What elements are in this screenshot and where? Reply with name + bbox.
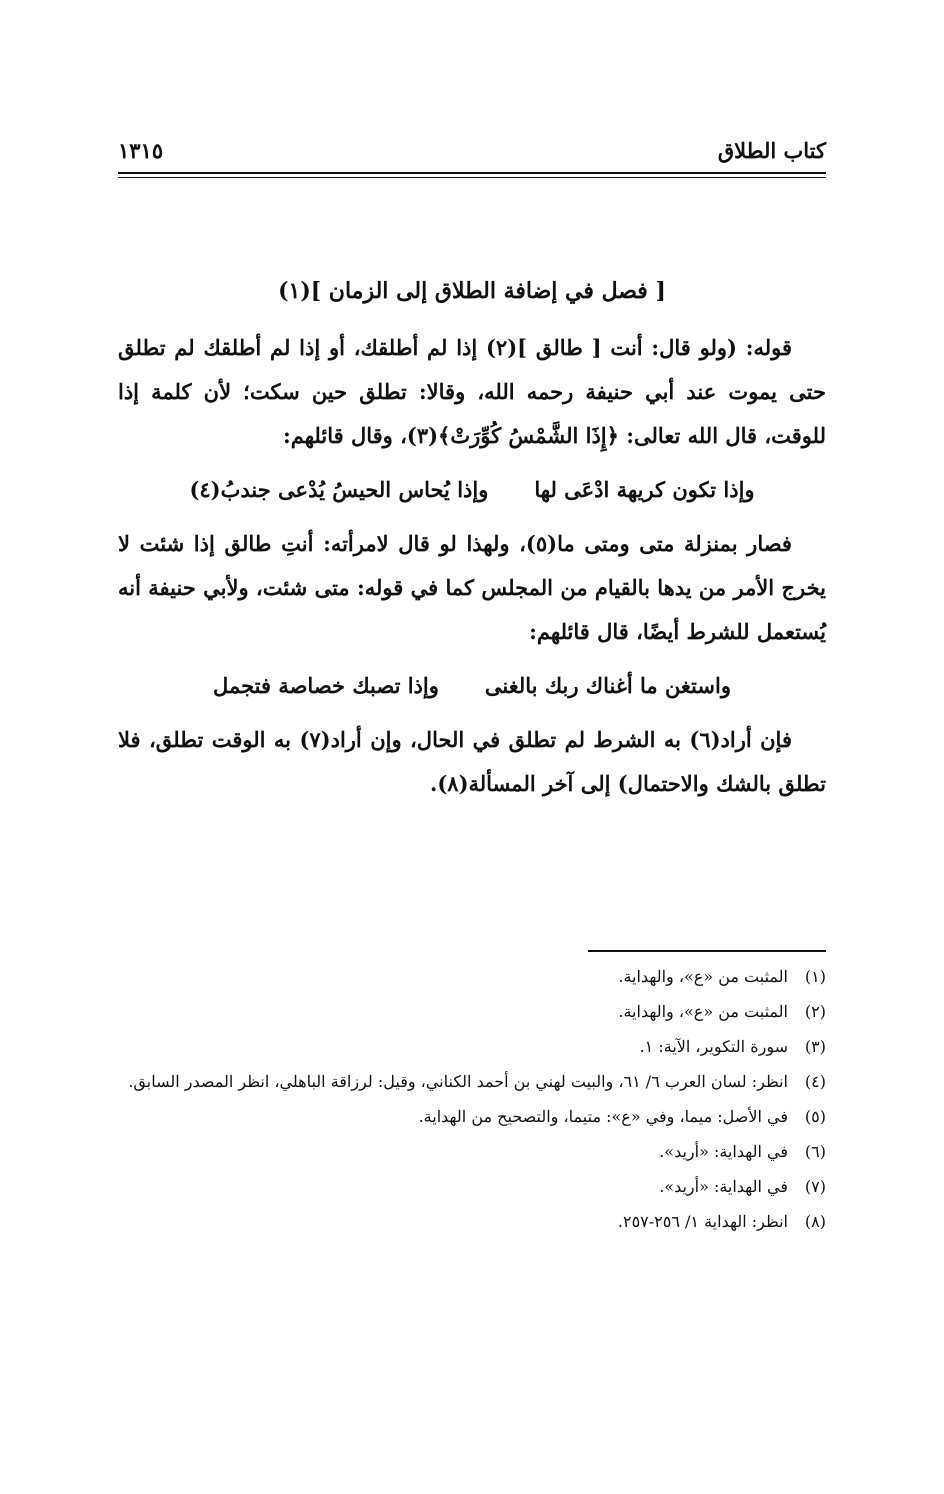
- footnote-number: (٥): [804, 1107, 826, 1126]
- paragraph: فصار بمنزلة متى ومتى ما(٥)، ولهذا لو قال لامرأته: أنتِ طالق إذا شئت لا يخرج الأمر من يدها بالقيام من المجلس كما في قوله: متى شئت، ولأبي حنيفة أنه يُستعمل للشرط أيضًا، قال قائلهم:: [118, 531, 826, 644]
- footnotes: [118, 962, 826, 1242]
- verse-second-hemistich: وإذا تصبك خصاصة فتجمل: [213, 673, 439, 698]
- verse-first-hemistich: واستغن ما أغناك ربك بالغنى: [484, 673, 731, 698]
- footnote: [118, 1172, 826, 1202]
- footnote-text: انظر: الهداية ١/ ٢٥٦-٢٥٧.: [617, 1212, 788, 1231]
- page-number: ١٣١٥: [118, 138, 164, 163]
- verse-second-hemistich: وإذا يُحاس الحيسُ يُدْعى جندبُ(٤): [189, 477, 489, 502]
- footnote: [118, 1207, 826, 1237]
- verse-first-hemistich: وإذا تكون كريهة ادْعَى لها: [534, 477, 755, 502]
- footnote: [118, 1102, 826, 1132]
- footnote-number: (١): [804, 967, 826, 986]
- footnote-number: (٣): [804, 1037, 826, 1056]
- section-heading: [ فصل في إضافة الطلاق إلى الزمان ](١): [278, 278, 666, 304]
- footnote-text: في الهداية: «أريد».: [659, 1142, 788, 1161]
- poetry-verse: [118, 664, 826, 708]
- footnote: [118, 1137, 826, 1167]
- footnote-number: (٨): [804, 1212, 826, 1231]
- poetry-verse: [118, 468, 826, 512]
- footnote-number: (٢): [804, 1002, 826, 1021]
- footnote: [118, 962, 826, 992]
- footnote-number: (٤): [804, 1072, 826, 1091]
- paragraph: فإن أراد(٦) به الشرط لم تطلق في الحال، وإن أراد(٧) به الوقت تطلق، فلا تطلق بالشك والاحتمال) إلى آخر المسألة(٨).: [118, 727, 826, 796]
- page-header: [118, 138, 826, 172]
- footnote-text: انظر: لسان العرب ٦/ ٦١، والبيت لهني بن أحمد الكناني، وقيل: لرزاقة الباهلي، انظر المصدر السابق.: [128, 1072, 788, 1091]
- main-content: [118, 278, 826, 816]
- footnote-text: سورة التكوير، الآية: ١.: [639, 1037, 788, 1056]
- footnote-text: المثبت من «ع»، والهداية.: [618, 967, 788, 986]
- footnote: [118, 997, 826, 1027]
- footnote-divider: [588, 950, 826, 952]
- footnote-number: (٦): [804, 1142, 826, 1161]
- header-divider: [118, 172, 826, 178]
- footnote-text: المثبت من «ع»، والهداية.: [618, 1002, 788, 1021]
- footnote: [118, 1067, 826, 1097]
- footnote-text: في الأصل: ميما، وفي «ع»: متيما، والتصحيح من الهداية.: [418, 1107, 788, 1126]
- footnote-number: (٧): [804, 1177, 826, 1196]
- paragraph: قوله: (ولو قال: أنت [ طالق ](٢) إذا لم أطلقك، أو إذا لم أطلقك لم تطلق حتى يموت عند أبي حنيفة رحمه الله، وقالا: تطلق حين سكت؛ لأن كلمة إذا للوقت، قال الله تعالى: ﴿إِذَا الشَّمْسُ كُوِّرَتْ﴾(٣)، وقال قائلهم:: [118, 335, 826, 448]
- footnote-text: في الهداية: «أريد».: [659, 1177, 788, 1196]
- book-title: كتاب الطلاق: [717, 138, 826, 163]
- footnote: [118, 1032, 826, 1062]
